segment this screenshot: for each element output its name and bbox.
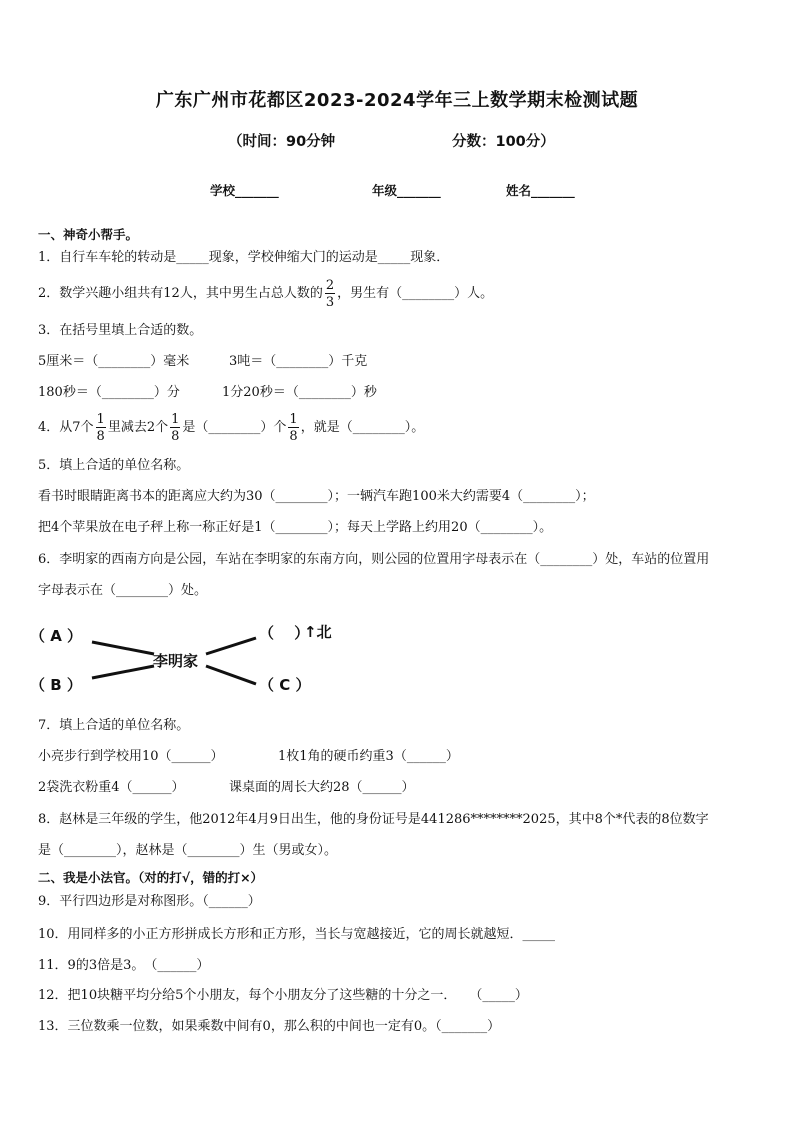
q8-line2: 是（________），赵林是（________）生（男或女）。 <box>38 843 338 858</box>
north-arrow-label: ↑北 <box>304 623 332 641</box>
q3-line2-b: 1分20秒＝（________）秒 <box>222 385 377 400</box>
section2-heading: 二、我是小法官。（对的打√，错的打×） <box>38 870 264 885</box>
question-9: 9．平行四边形是对称图形。（______） <box>38 894 261 909</box>
point-c-label: （ C ） <box>259 676 311 694</box>
question-12: 12．把10块糖平均分给5个小朋友，每个小朋友分了这些糖的十分之一． （_____） <box>38 988 528 1003</box>
q2-text-b: ，男生有（________）人。 <box>337 286 494 301</box>
q4-text-b: 里减去2个 <box>107 420 169 435</box>
question-2 <box>38 277 493 311</box>
center-label: 李明家 <box>153 652 199 670</box>
section1-heading: 一、神奇小帮手。 <box>38 227 139 242</box>
q4-text-a: 4．从7个 <box>38 420 94 435</box>
question-3: 3．在括号里填上合适的数。 <box>38 323 203 338</box>
frac-numerator: 2 <box>325 277 335 293</box>
q4-text-c: 是（________）个 <box>182 420 287 435</box>
exam-score: 分数：100分） <box>452 134 555 150</box>
fraction-one-eighth <box>288 413 298 443</box>
point-a-label: （ A ） <box>30 627 83 645</box>
q7-line2-a: 2袋洗衣粉重4（______） <box>38 780 185 795</box>
fraction-one-eighth <box>96 413 106 443</box>
q5-line1: 看书时眼睛距离书本的距离应大约为30（________）；一辆汽车跑100米大约需要4（________）； <box>38 489 595 504</box>
frac-numerator: 1 <box>171 411 180 427</box>
fraction-one-eighth <box>170 413 180 443</box>
frac-numerator: 1 <box>289 411 298 427</box>
q3-line1-a: 5厘米＝（________）毫米 <box>38 354 190 369</box>
frac-numerator: 1 <box>96 411 105 427</box>
q8-line1: 8．赵林是三年级的学生，他2012年4月9日出生，他的身份证号是441286********2025，其中8个*代表的8位数字 <box>38 812 709 827</box>
question-11: 11．9的3倍是3。 （______） <box>38 958 210 973</box>
q6-line2: 字母表示在（________）处。 <box>38 583 208 598</box>
question-7: 7．填上合适的单位名称。 <box>38 718 190 733</box>
q7-line2-b: 课桌面的周长大约28（______） <box>229 780 415 795</box>
q6-line1: 6．李明家的西南方向是公园，车站在李明家的东南方向，则公园的位置用字母表示在（________）处，车站的位置用 <box>38 552 710 567</box>
q4-text-d: ，就是（________）。 <box>300 420 425 435</box>
name-field: 姓名_______ <box>506 183 575 198</box>
question-10: 10．用同样多的小正方形拼成长方形和正方形，当长与宽越接近，它的周长就越短．_____ <box>38 927 556 942</box>
page-title: 广东广州市花都区2023-2024学年三上数学期末检测试题 <box>155 90 639 111</box>
exam-time: （时间：90分钟 <box>228 134 336 150</box>
q5-line2: 把4个苹果放在电子秤上称一称正好是1（________）；每天上学路上约用20（________）。 <box>38 520 553 535</box>
q7-line1-a: 小亮步行到学校用10（______） <box>38 749 224 764</box>
point-b-label: （ B ） <box>30 676 82 694</box>
frac-denominator: 8 <box>289 428 298 444</box>
direction-diagram <box>30 612 350 702</box>
q3-line2-a: 180秒＝（________）分 <box>38 385 180 400</box>
frac-denominator: 8 <box>171 428 180 444</box>
blank-point-label: （ ） <box>259 624 310 642</box>
question-1: 1．自行车车轮的转动是_____现象，学校伸缩大门的运动是_____现象． <box>38 250 450 265</box>
question-13: 13．三位数乘一位数，如果乘数中间有0，那么积的中间也一定有0。（_______） <box>38 1019 501 1034</box>
question-4 <box>38 410 424 446</box>
q3-line1-b: 3吨＝（________）千克 <box>229 354 368 369</box>
frac-denominator: 8 <box>96 428 105 444</box>
question-5: 5．填上合适的单位名称。 <box>38 458 190 473</box>
q7-line1-b: 1枚1角的硬币约重3（______） <box>278 749 459 764</box>
fraction-two-thirds <box>325 279 335 309</box>
school-field: 学校_______ <box>210 183 279 198</box>
frac-denominator: 3 <box>325 294 335 310</box>
q2-text-a: 2．数学兴趣小组共有12人，其中男生占总人数的 <box>38 286 323 301</box>
grade-field: 年级_______ <box>372 183 441 198</box>
